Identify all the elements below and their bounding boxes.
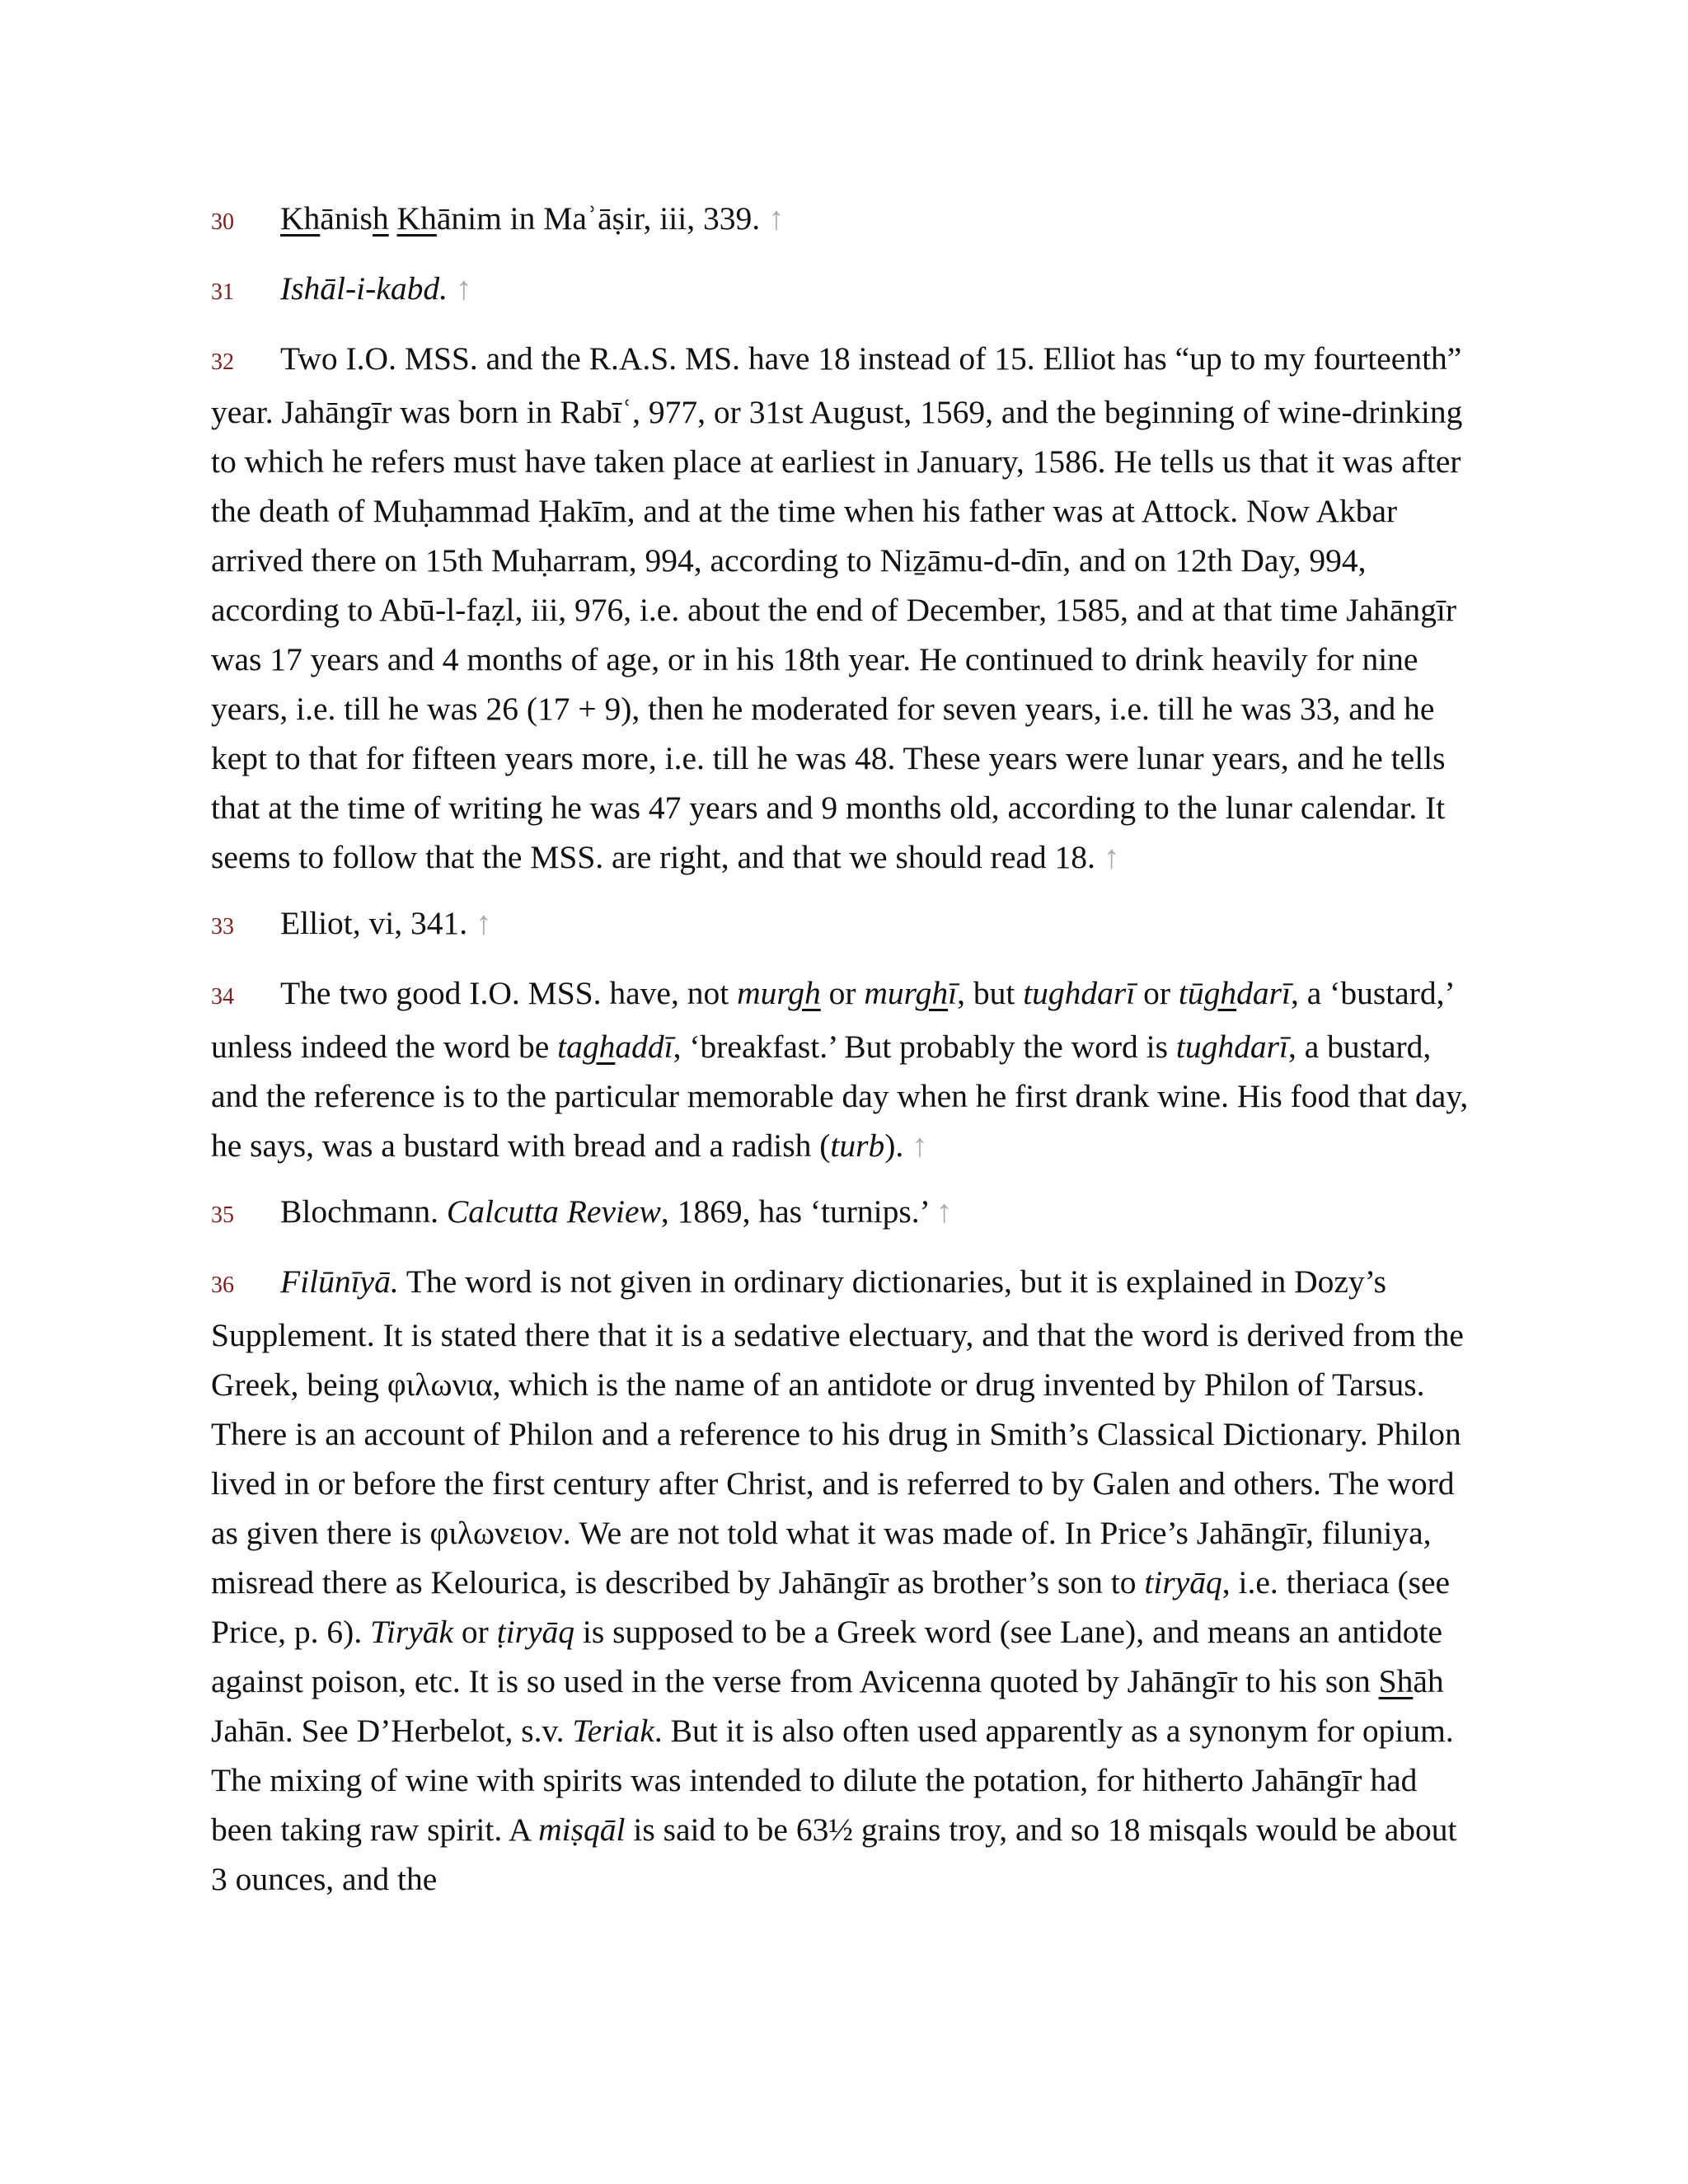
footnote-number: 33 (211, 914, 234, 940)
footnote-35: 35 Blochmann. Calcutta Review, 1869, has ‘turnips.’ ↑ (211, 1187, 1477, 1240)
back-arrow-icon[interactable]: ↑ (767, 200, 785, 237)
back-arrow-icon[interactable]: ↑ (455, 270, 472, 307)
back-arrow-icon[interactable]: ↑ (1103, 839, 1120, 875)
footnote-number: 36 (211, 1272, 234, 1298)
footnotes-page (211, 194, 1477, 1920)
footnote-33: 33 Elliot, vi, 341. ↑ (211, 898, 1477, 952)
footnote-31: 31 Ishāl-i-kabd. ↑ (211, 264, 1477, 317)
footnote-32: 32 Two I.O. MSS. and the R.A.S. MS. have 18 instead of 15. Elliot has “up to my fourteenth” year. Jahāngīr was born in Rabīʿ, 977, or 31st August, 1569, and the beginning of wine-drinking to which he refers must have taken place at earliest in January, 1586. He tells us that it was after the death of Muḥammad Ḥakīm, and at the time when his father was at Attock. Now Akbar arrived there on 15th Muḥarram, 994, according to Niẕāmu-d-dīn, and on 12th Day, 994, according to Abū-l-faẓl, iii, 976, i.e. about the end of December, 1585, and at that time Jahāngīr was 17 years and 4 months of age, or in his 18th year. He continued to drink heavily for nine years, i.e. till he was 26 (17 + 9), then he moderated for seven years, i.e. till he was 33, and he kept to that for fifteen years more, i.e. till he was 48. These years were lunar years, and he tells that at the time of writing he was 47 years and 9 months old, according to the lunar calendar. It seems to follow that the MSS. are right, and that we should read 18. ↑ (211, 334, 1477, 882)
footnote-30: 30 Khānish Khānim in Maʾāṣir, iii, 339. ↑ (211, 194, 1477, 247)
footnote-number: 34 (211, 984, 234, 1010)
back-arrow-icon[interactable]: ↑ (476, 905, 492, 941)
footnote-number: 31 (211, 279, 234, 305)
footnote-number: 30 (211, 209, 234, 235)
footnote-34: 34 The two good I.O. MSS. have, not murgh or murghī, but tughdarī or tūghdarī, a ‘bustard,’ unless indeed the word be taghaddī, ‘breakfast.’ But probably the word is tughdarī, a bustard, and the reference is to the particular memorable day when he first drank wine. His food that day, he says, was a bustard with bread and a radish (turb). ↑ (211, 968, 1477, 1170)
footnote-number: 35 (211, 1202, 234, 1228)
footnote-36: 36 Filūnīyā. The word is not given in ordinary dictionaries, but it is explained in Dozy’s Supplement. It is stated there that it is a sedative electuary, and that the word is derived from the Greek, being φιλωνια, which is the name of an antidote or drug invented by Philon of Tarsus. There is an account of Philon and a reference to his drug in Smith’s Classical Dictionary. Philon lived in or before the first century after Christ, and is referred to by Galen and others. The word as given there is φιλωνειον. We are not told what it was made of. In Price’s Jahāngīr, filuniya, misread there as Kelourica, is described by Jahāngīr as brother’s son to tiryāq, i.e. theriaca (see Price, p. 6). Tiryāk or ṭiryāq is supposed to be a Greek word (see Lane), and means an antidote against poison, etc. It is so used in the verse from Avicenna quoted by Jahāngīr to his son Shāh Jahān. See D’Herbelot, s.v. Teriak. But it is also often used apparently as a synonym for opium. The mixing of wine with spirits was intended to dilute the potation, for hitherto Jahāngīr had been taking raw spirit. A miṣqāl is said to be 63½ grains troy, and so 18 misqals would be about 3 ounces, and the (211, 1257, 1477, 1904)
footnote-number: 32 (211, 349, 234, 375)
back-arrow-icon[interactable]: ↑ (935, 1193, 953, 1230)
back-arrow-icon[interactable]: ↑ (912, 1127, 928, 1164)
